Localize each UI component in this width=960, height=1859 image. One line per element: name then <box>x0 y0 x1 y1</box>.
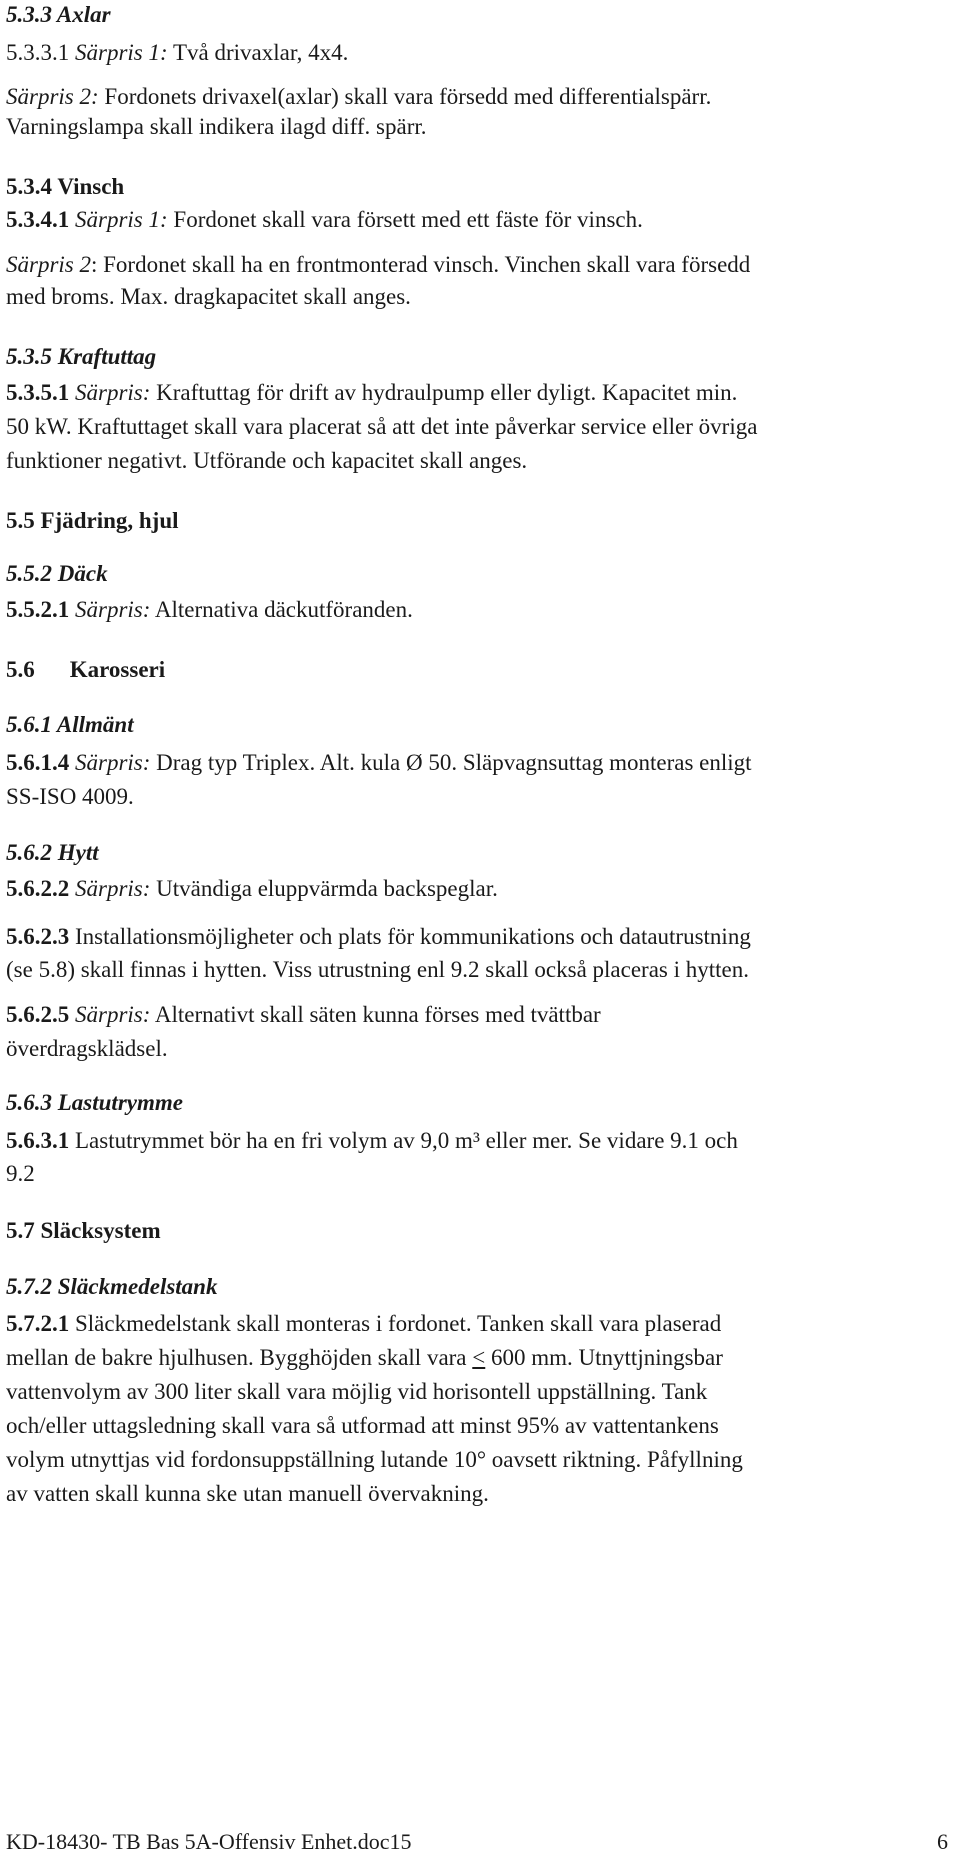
paragraph-line: Varningslampa skall indikera ilagd diff. spärr. <box>6 114 427 139</box>
clause-number: 5.6.2.3 <box>6 924 70 949</box>
paragraph-line: vattenvolym av 300 liter skall vara möjlig vid horisontell uppställning. Tank <box>6 1379 708 1404</box>
paragraph-sarpris-2-vinsch <box>6 250 750 280</box>
section-heading-vinsch: 5.3.4 Vinsch <box>6 174 125 199</box>
paragraph-5-3-3-1 <box>6 38 348 68</box>
paragraph-5-6-1-4 <box>6 748 752 778</box>
paragraph-5-6-2-5 <box>6 1000 601 1030</box>
clause-number: 5.6.3.1 <box>6 1128 70 1153</box>
paragraph-sarpris-2-axlar <box>6 82 711 112</box>
clause-text: Utvändiga eluppvärmda backspeglar. <box>150 876 498 901</box>
clause-number: 5.3.5.1 <box>6 380 70 405</box>
section-title: Karosseri <box>69 657 166 682</box>
paragraph-line: 9.2 <box>6 1161 35 1186</box>
page-number: 6 <box>937 1829 948 1854</box>
extra-price-label: Särpris: <box>69 380 151 405</box>
less-than-or-equal-symbol: < <box>472 1345 486 1370</box>
clause-number: 5.6.2.5 <box>6 1002 70 1027</box>
section-heading-fjadring: 5.5 Fjädring, hjul <box>6 508 179 533</box>
extra-price-label: Särpris: <box>69 597 151 622</box>
paragraph-line: av vatten skall kunna ske utan manuell övervakning. <box>6 1481 489 1506</box>
clause-text: Lastutrymmet bör ha en fri volym av 9,0 m³ eller mer. Se vidare 9.1 och <box>69 1128 738 1153</box>
section-heading-karosseri <box>6 655 165 685</box>
clause-number: 5.3.3.1 <box>6 40 75 65</box>
paragraph-line: med broms. Max. dragkapacitet skall anges. <box>6 284 411 309</box>
paragraph-5-3-5-1 <box>6 378 737 408</box>
text-fragment: 600 mm. Utnyttjningsbar <box>485 1345 723 1370</box>
extra-price-label: Särpris 2 <box>6 252 91 277</box>
paragraph-line: volym utnyttjas vid fordonsuppställning lutande 10° oavsett riktning. Påfyllning <box>6 1447 743 1472</box>
paragraph-5-3-4-1 <box>6 205 643 235</box>
subsection-heading-allmant: 5.6.1 Allmänt <box>6 712 134 737</box>
clause-number: 5.6.1.4 <box>6 750 70 775</box>
clause-text: Kraftuttag för drift av hydraulpump eller dyligt. Kapacitet min. <box>150 380 738 405</box>
clause-text: : Fordonet skall ha en frontmonterad vinsch. Vinchen skall vara försedd <box>91 252 751 277</box>
extra-price-label: Särpris 2: <box>6 84 99 109</box>
extra-price-label: Särpris 1: <box>75 40 168 65</box>
footer-filename: KD-18430- TB Bas 5A-Offensiv Enhet.doc15 <box>6 1829 412 1854</box>
paragraph-5-7-2-1 <box>6 1309 721 1339</box>
paragraph-5-6-3-1 <box>6 1126 738 1156</box>
clause-number: 5.7.2.1 <box>6 1311 70 1336</box>
clause-text: Två drivaxlar, 4x4. <box>167 40 349 65</box>
paragraph-line <box>6 1343 723 1373</box>
clause-number: 5.3.4.1 <box>6 207 70 232</box>
paragraph-line: (se 5.8) skall finnas i hytten. Viss utrustning enl 9.2 skall också placeras i hytten. <box>6 957 750 982</box>
extra-price-label: Särpris: <box>69 876 151 901</box>
clause-number: 5.5.2.1 <box>6 597 70 622</box>
section-heading-kraftuttag: 5.3.5 Kraftuttag <box>6 344 157 369</box>
paragraph-5-6-2-3 <box>6 922 751 952</box>
extra-price-label: Särpris 1: <box>69 207 168 232</box>
text-fragment: mellan de bakre hjulhusen. Bygghöjden skall vara <box>6 1345 473 1370</box>
paragraph-5-5-2-1 <box>6 595 413 625</box>
extra-price-label: Särpris: <box>69 1002 151 1027</box>
clause-text: Släckmedelstank skall monteras i fordonet. Tanken skall vara plaserad <box>69 1311 722 1336</box>
clause-number: 5.6.2.2 <box>6 876 70 901</box>
section-number: 5.6 <box>6 657 35 682</box>
subsection-heading-dack: 5.5.2 Däck <box>6 561 108 586</box>
clause-text: Fordonets drivaxel(axlar) skall vara försedd med differentialspärr. <box>98 84 712 109</box>
clause-text: Alternativa däckutföranden. <box>150 597 413 622</box>
subsection-heading-hytt: 5.6.2 Hytt <box>6 840 99 865</box>
paragraph-line: överdragsklädsel. <box>6 1036 168 1061</box>
paragraph-line: funktioner negativt. Utförande och kapacitet skall anges. <box>6 448 528 473</box>
section-heading-slacksystem: 5.7 Släcksystem <box>6 1218 161 1243</box>
clause-text: Drag typ Triplex. Alt. kula Ø 50. Släpvagnsuttag monteras enligt <box>150 750 752 775</box>
paragraph-line: och/eller uttagsledning skall vara så utformad att minst 95% av vattentankens <box>6 1413 719 1438</box>
paragraph-line: SS-ISO 4009. <box>6 784 134 809</box>
clause-text: Installationsmöjligheter och plats för kommunikations och datautrustning <box>69 924 751 949</box>
clause-text: Fordonet skall vara försett med ett fäste för vinsch. <box>167 207 643 232</box>
clause-text: Alternativt skall säten kunna förses med tvättbar <box>150 1002 601 1027</box>
extra-price-label: Särpris: <box>69 750 151 775</box>
subsection-heading-lastutrymme: 5.6.3 Lastutrymme <box>6 1090 183 1115</box>
section-heading-axlar: 5.3.3 Axlar <box>6 2 111 27</box>
paragraph-5-6-2-2 <box>6 874 498 904</box>
paragraph-line: 50 kW. Kraftuttaget skall vara placerat så att det inte påverkar service eller övriga <box>6 414 758 439</box>
subsection-heading-slackmedelstank: 5.7.2 Släckmedelstank <box>6 1274 218 1299</box>
